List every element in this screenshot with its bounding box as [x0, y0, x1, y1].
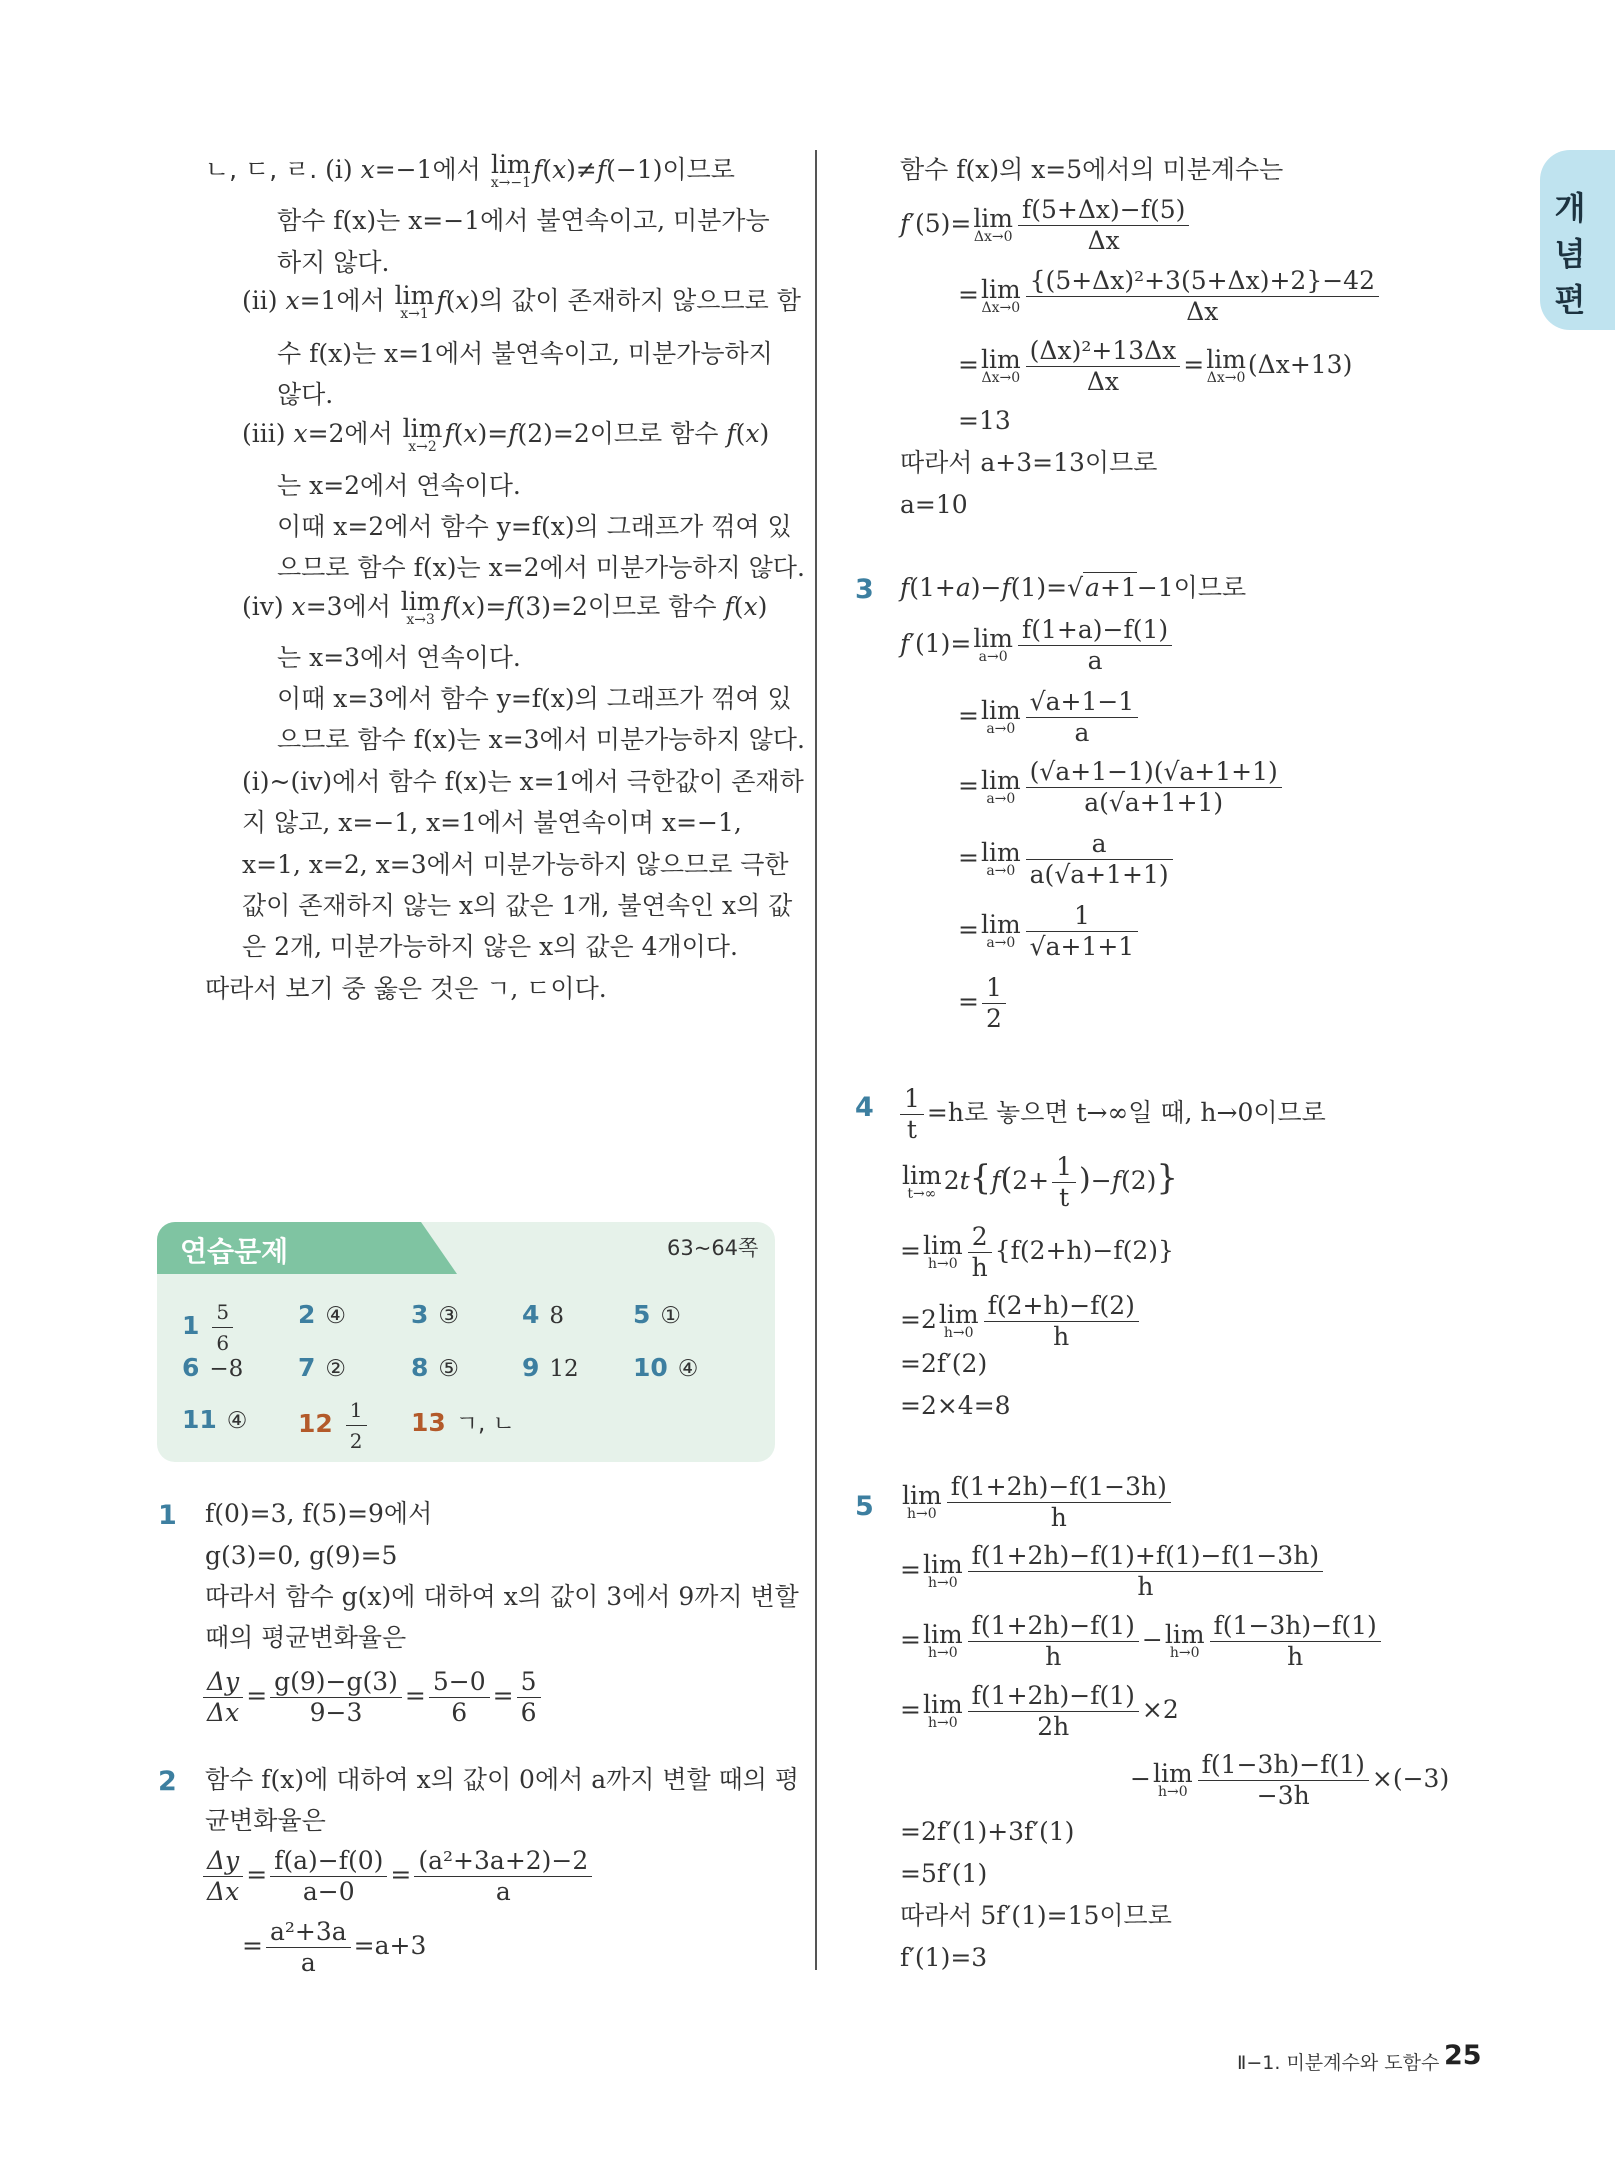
text-line: =2f′(1)+3f′(1): [900, 1817, 1075, 1846]
answer-item: 4 8: [522, 1300, 565, 1329]
text-line: 수 f(x)는 x=1에서 불연속이고, 미분가능하지: [277, 339, 773, 368]
text-line: 균변화율은: [205, 1806, 326, 1835]
text-line: 는 x=3에서 연속이다.: [277, 643, 521, 672]
answer-item: 7 ②: [298, 1353, 347, 1382]
equation: $\frac{\Delta y}{\Delta x}$ = $\frac{g(9)-g(3)}{9-3}$ = $\frac{5-0}{6}$ = $\frac{5}{6}$: [200, 1667, 544, 1728]
equation: − lim h→0 $\frac{f(1-3h)-f(1)}{-3h}$ ×(−3): [1130, 1750, 1450, 1810]
text-line: f′(1)=3: [900, 1943, 988, 1972]
answer-item: 8 ⑤: [411, 1353, 460, 1382]
text-line: =2×4=8: [900, 1391, 1011, 1420]
equation: = $\frac{1}{2}$: [958, 973, 1009, 1034]
answer-item: 6 −8: [182, 1353, 244, 1382]
equation: = lim h→0 $\frac{f(1+2h)-f(1)+f(1)-f(1-3h)}{h}$: [900, 1541, 1326, 1602]
text-line: 으므로 함수 f(x)는 x=3에서 미분가능하지 않다.: [277, 725, 805, 754]
answer-item: 10 ④: [633, 1353, 699, 1382]
text-line: 는 x=2에서 연속이다.: [277, 471, 521, 500]
answer-item: 2 ④: [298, 1300, 347, 1329]
answer-item: 12 $\frac{1}{2}$: [298, 1395, 370, 1456]
text-line: $\frac{1}{t}$ =h로 놓으면 t→∞일 때, h→0이므로: [897, 1084, 1326, 1145]
equation: = lim a→0 $\frac{1}{√a+1+1}$: [958, 901, 1141, 962]
equation: lim t→∞ 2t{f(2+ $\frac{1}{t}$ )−f(2)}: [902, 1152, 1179, 1212]
solution-number: 2: [158, 1766, 177, 1797]
text-line: 따라서 a+3=13이므로: [900, 448, 1158, 477]
text-line: 따라서 함수 g(x)에 대하여 x의 값이 3에서 9까지 변할: [205, 1582, 799, 1611]
equation: = lim Δx→0 $\frac{\text{\{(5+Δx)²+3(5+Δx)+2\}−42}}{\Delta x}$: [958, 266, 1382, 327]
equation: = lim a→0 $\frac{a}{a(√a+1+1)}$: [958, 829, 1176, 890]
text-line: ㄴ, ㄷ, ㄹ. (ⅰ) x=−1에서 lim x→−1 f(x)≠f(−1)이므로: [205, 149, 735, 191]
equation: f′(1)= lim a→0 $\frac{f(1+a)-f(1)}{a}$: [900, 615, 1175, 676]
text-line: a=10: [900, 490, 968, 519]
solution-number: 1: [158, 1500, 177, 1531]
equation: = lim a→0 $\frac{(√a+1-1)(√a+1+1)}{a(√a+1+1)}$: [958, 757, 1285, 818]
equation: = lim h→0 $\frac{f(1+2h)-f(1)}{h}$ − lim h→0 $\frac{f(1-3h)-f(1)}{h}$: [900, 1611, 1384, 1672]
practice-pages: 63~64쪽: [667, 1236, 759, 1260]
equation: f′(5)= lim Δx→0 $\frac{f(5+\Delta x)-f(5)}{\Delta x}$: [900, 195, 1192, 256]
answer-item: 5 ①: [633, 1300, 682, 1329]
answer-item: 3 ③: [411, 1300, 460, 1329]
text-line: =5f′(1): [900, 1859, 988, 1888]
text-line: 이때 x=2에서 함수 y=f(x)의 그래프가 꺾여 있: [277, 512, 792, 541]
section-footer: Ⅱ−1. 미분계수와 도함수: [1237, 2052, 1440, 2074]
text-line: f(0)=3, f(5)=9에서: [205, 1499, 433, 1528]
text-line: =2f′(2): [900, 1349, 988, 1378]
text-line: 함수 f(x)는 x=−1에서 불연속이고, 미분가능: [277, 206, 770, 235]
text-line: g(3)=0, g(9)=5: [205, 1541, 398, 1570]
solution-number: 5: [855, 1491, 874, 1522]
text-line: 하지 않다.: [277, 248, 390, 277]
text-line: (ⅱ) x=1에서 lim x→1 f(x)의 값이 존재하지 않으므로 함: [242, 280, 801, 322]
text-line: =13: [958, 406, 1011, 435]
equation: = $\frac{\text{a²+3a}}{a}$ =a+3: [242, 1917, 427, 1977]
equation: $\frac{\Delta y}{\Delta x}$ = $\frac{f(a)-f(0)}{a-0}$ = $\frac{\text{(a²+3a+2)−2}}{a}$: [200, 1846, 595, 1907]
text-line: 따라서 보기 중 옳은 것은 ㄱ, ㄷ이다.: [205, 974, 607, 1003]
equation: = lim h→0 $\frac{2}{h}$ {f(2+h)−f(2)}: [900, 1222, 1174, 1282]
solution-number: 3: [855, 574, 874, 605]
text-line: 함수 f(x)에 대하여 x의 값이 0에서 a까지 변할 때의 평: [205, 1765, 799, 1794]
text-line: (ⅳ) x=3에서 lim x→3 f(x)=f(3)=2이므로 함수 f(x): [242, 586, 768, 628]
page-number: 25: [1444, 2040, 1482, 2071]
text-line: f(1+a)−f(1)=√a+1−1이므로: [900, 573, 1247, 602]
answer-item: 9 12: [522, 1353, 579, 1382]
text-line: x=1, x=2, x=3에서 미분가능하지 않으므로 극한: [242, 850, 789, 879]
equation: =2 lim h→0 $\frac{f(2+h)-f(2)}{h}$: [900, 1291, 1142, 1352]
text-line: 지 않고, x=−1, x=1에서 불연속이며 x=−1,: [242, 808, 742, 837]
column-divider: [815, 150, 817, 1970]
text-line: 은 2개, 미분가능하지 않은 x의 값은 4개이다.: [242, 932, 738, 961]
answer-item: 1 $\frac{5}{6}$: [182, 1297, 236, 1358]
equation: = lim a→0 $\frac{√a+1-1}{a}$: [958, 687, 1141, 748]
equation: lim h→0 $\frac{f(1+2h)-f(1-3h)}{h}$: [900, 1472, 1174, 1533]
text-line: 따라서 5f′(1)=15이므로: [900, 1901, 1172, 1930]
text-line: 이때 x=3에서 함수 y=f(x)의 그래프가 꺾여 있: [277, 684, 792, 713]
answer-item: 11 ④: [182, 1405, 248, 1434]
text-line: 때의 평균변화율은: [205, 1623, 407, 1652]
text-line: (ⅲ) x=2에서 lim x→2 f(x)=f(2)=2이므로 함수 f(x): [242, 413, 770, 455]
solution-number: 4: [855, 1092, 874, 1123]
equation: = lim h→0 $\frac{f(1+2h)-f(1)}{2h}$ ×2: [900, 1681, 1179, 1741]
text-line: 으므로 함수 f(x)는 x=2에서 미분가능하지 않다.: [277, 553, 805, 582]
equation: = lim Δx→0 $\frac{\text{(Δx)²+13Δx}}{\Delta x}$ = lim Δx→0 (Δx+13): [958, 336, 1353, 396]
side-tab-label: 개념편: [1554, 189, 1586, 319]
text-line: 않다.: [277, 380, 334, 409]
text-line: 값이 존재하지 않는 x의 값은 1개, 불연속인 x의 값: [242, 891, 793, 920]
text-line: (ⅰ)~(ⅳ)에서 함수 f(x)는 x=1에서 극한값이 존재하: [242, 767, 804, 796]
practice-title: 연습문제: [180, 1235, 289, 1268]
answer-item: 13 ㄱ, ㄴ: [411, 1408, 515, 1437]
text-line: 함수 f(x)의 x=5에서의 미분계수는: [900, 155, 1284, 184]
